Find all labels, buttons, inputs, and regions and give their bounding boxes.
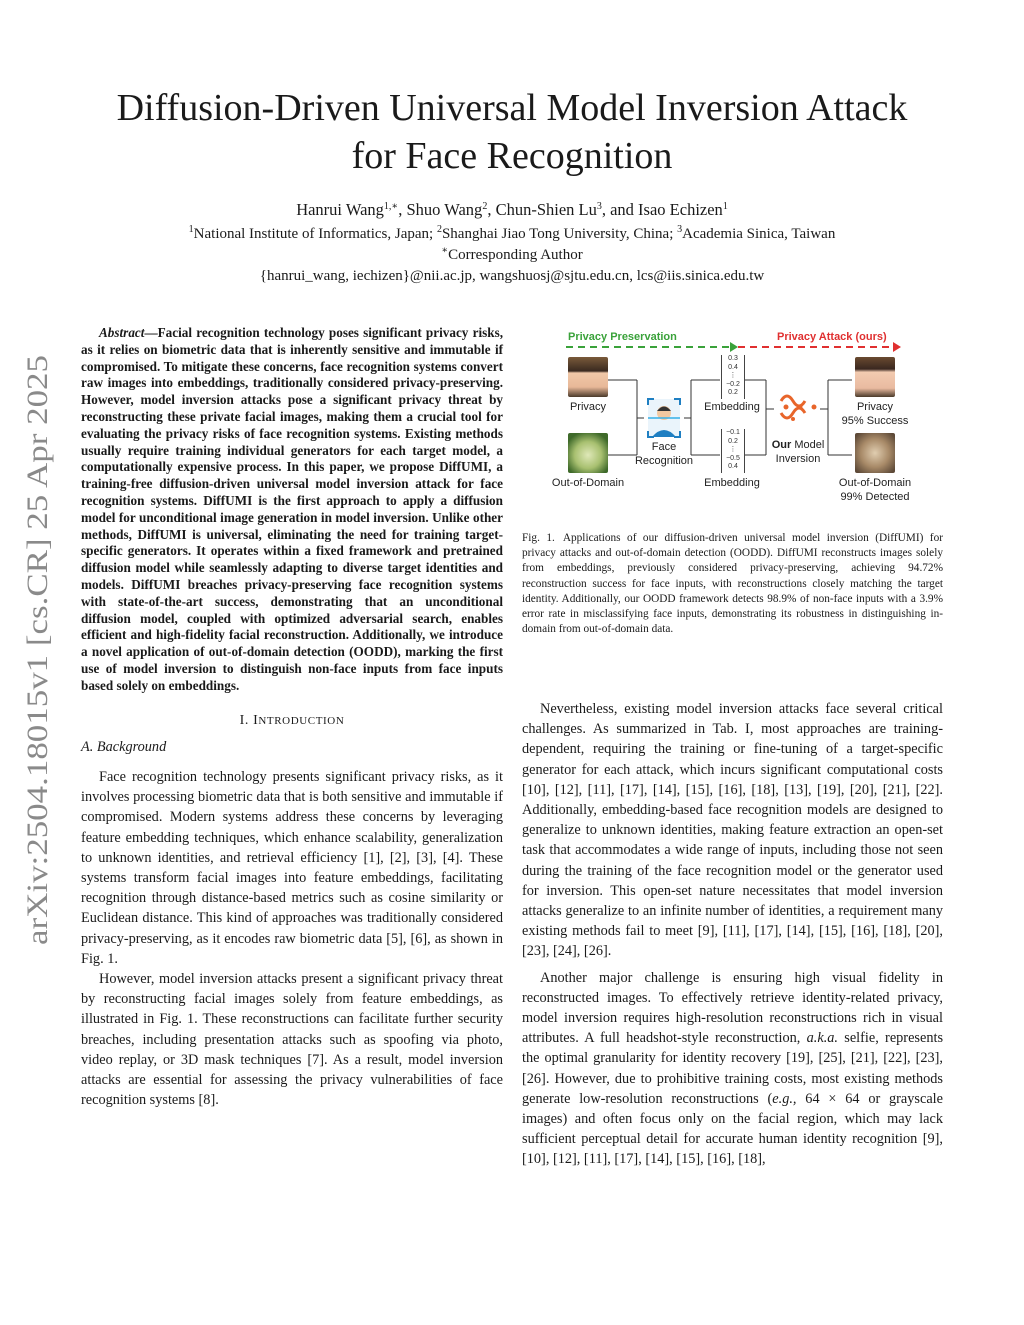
- vector-value: ⋮: [729, 446, 737, 454]
- embedding-top-label: Embedding: [704, 401, 760, 413]
- corresponding-author: [60, 245, 964, 265]
- output-ood-label: [830, 476, 920, 504]
- section-heading-introduction: [81, 711, 503, 731]
- reconstructed-face-photo: [855, 357, 895, 397]
- embedding-vector-top: [721, 355, 745, 399]
- preservation-arrowhead: [730, 342, 738, 352]
- vector-value: 0.4: [728, 363, 738, 371]
- face-recognition-label: [634, 440, 694, 468]
- author-sup: 2: [482, 201, 488, 212]
- author-list: [60, 200, 964, 220]
- title-line-2: for Face Recognition: [351, 135, 673, 177]
- right-column: [522, 699, 943, 1170]
- ood-input-label: Out-of-Domain: [551, 477, 625, 489]
- paragraph-text: 64 × 64 or grayscale images) and often focus only on the facial region, which may lack sufficient perceptual detail for accurate human identity recognition [9], [10], [12], [11], [17], [14], [15], [16], [18],: [522, 1090, 943, 1168]
- vector-value: 0.4: [728, 463, 738, 471]
- author-sup: 1: [722, 201, 728, 212]
- diffusion-inversion-icon: [781, 396, 817, 421]
- author-name: , and Isao Echizen: [601, 200, 723, 219]
- left-column: [81, 325, 503, 1110]
- abstract: [81, 325, 503, 695]
- paragraph: [522, 968, 943, 1170]
- privacy-input-label: Privacy: [569, 401, 607, 413]
- output-privacy-rate: 95% Success: [841, 415, 909, 427]
- author-name: , Shuo Wang: [398, 200, 483, 219]
- arxiv-stamp-text: arXiv:2504.18015v1 [cs.CR] 25 Apr 2025: [21, 438, 54, 945]
- our-bold: Our: [771, 439, 792, 451]
- vector-value: −0.2: [726, 380, 740, 388]
- privacy-attack-label: Privacy Attack (ours): [777, 331, 887, 343]
- paragraph-italic: e.g.,: [772, 1090, 797, 1107]
- face-recognition-label-line1: Face: [651, 441, 677, 453]
- author-sup: 1,∗: [383, 201, 399, 212]
- author-emails: {hanrui_wang, iechizen}@nii.ac.jp, wangshuosj@sjtu.edu.cn, lcs@iis.sinica.edu.tw: [259, 268, 765, 284]
- paragraph-text: Another major challenge is ensuring high visual fidelity in reconstructed images. To effectively retrieve identity-related privacy, model inversion requires high-resolution reconstructions rich in visual attributes. A full headshot-style reconstruction,: [522, 969, 943, 1047]
- output-privacy-label: [835, 400, 915, 428]
- paper-title: [60, 84, 964, 180]
- inversion-word: Inversion: [775, 453, 821, 465]
- author-name: Hanrui Wang: [296, 200, 384, 219]
- privacy-face-photo: [568, 357, 608, 397]
- model-inversion-label: [766, 438, 830, 466]
- section-rest: NTRODUCTION: [258, 714, 345, 727]
- affil-inst: Academia Sinica, Taiwan: [682, 226, 836, 242]
- paragraph-italic: a.k.a.: [806, 1030, 838, 1047]
- section-first-letter: I: [253, 712, 259, 728]
- affil-inst: National Institute of Informatics, Japan;: [193, 226, 437, 242]
- paragraph: However, model inversion attacks present a significant privacy threat by reconstructing facial images solely from feature embeddings, as illustrated in Fig. 1. These reconstructions can facilitate further security breaches, including presentation attacks such as spoofing via photo, video replay, or 3D mask techniques [7]. As a result, model inversion attacks are essential for assessing the privacy vulnerabilities of face recognition systems [8].: [81, 970, 503, 1109]
- figure-1: [530, 325, 930, 525]
- output-ood-title: Out-of-Domain: [838, 477, 912, 489]
- vector-value: −0.1: [726, 429, 740, 436]
- output-ood-rate: 99% Detected: [840, 491, 910, 503]
- affil-sup: 1: [188, 224, 194, 235]
- affil-sup: ∗: [441, 245, 449, 256]
- paragraph: Nevertheless, existing model inversion attacks face several critical challenges. As summarized in Tab. I, most approaches are training-dependent, requiring the training or fine-tuning of a target-specific generator for each attack, which incurs significant computational costs [10], [12], [11], [17], [14], [15], [16], [18], [13], [19], [20], [21], [22]. Additionally, embedding-based face recognition models are designed to generalize to unknown identities, making feature extraction an open-set task that accommodates a wide range of inputs, including those not seen during the training of the face recognition model or the generator used for inversion. This open-set nature necessitates that model inversion attacks generalize to an infinite number of identities, a requirement many existing methods fail to meet [9], [11], [17], [14], [15], [16], [18], [20], [23], [24], [26].: [522, 701, 943, 960]
- paragraph: Face recognition technology presents significant privacy risks, as it involves processing biometric data that is both sensitive and immutable if compromised. Modern systems address these concerns by leveraging feature embedding techniques, which enhance scalability, generalization to unknown identities, and retrieval efficiency [1], [2], [3], [4]. These systems transform facial images into feature embeddings, facilitating recognition through distance-based metrics such as cosine similarity or Euclidean distance. This kind of approaches was traditionally considered privacy-preserving, as it encodes raw biometric data [5], [6], as shown in Fig. 1.: [81, 768, 503, 967]
- affiliations: [60, 224, 964, 244]
- affil-sup: 3: [677, 224, 683, 235]
- section-number: I.: [239, 712, 254, 728]
- attack-arrowhead: [893, 342, 901, 352]
- figure-caption-text: Applications of our diffusion-driven universal model inversion (DiffUMI) for privacy attacks and out-of-domain detection (OODD). DiffUMI reconstructs images solely from embeddings, previously considered privacy-preserving, achieving 94.72% reconstruction success for face inputs, with reconstructions closely matching the target identity. Additionally, our OODD framework detects 98.9% of non-face inputs with a 3.9% error rate in misclassifying face inputs, demonstrating its robustness in distinguishing in-domain from out-of-domain data.: [522, 532, 943, 636]
- figure-caption-label: Fig. 1.: [522, 532, 555, 544]
- ood-input-photo: [568, 433, 608, 473]
- abstract-text: —Facial recognition technology poses significant privacy risks, as it relies on biometric data that is inherently sensitive and immutable if compromised. To mitigate these concerns, face recognition systems convert raw images into embeddings, traditionally considered privacy-preserving. However, model inversion attacks pose a significant privacy threat by reconstructing these private facial images, making them a crucial tool for evaluating the privacy risks of face recognition systems. Existing methods usually require training individual generators for each target model, a computationally expensive process. In this paper, we propose DiffUMI, a training-free diffusion-driven universal model inversion attack for face recognition systems. DiffUMI is the first approach to apply a diffusion model for unconditional image generation in model inversion. Unlike other methods, DiffUMI is universal, eliminating the need for training target-specific generators. It operates within a fixed framework and pretrained diffusion model while seamlessly adapting to diverse target identities and models. DiffUMI breaches privacy-preserving face recognition systems with state-of-the-art success, demonstrating that an unconditional diffusion model, coupled with optimized adversarial search, enables efficient and high-fidelity facial reconstruction. Additionally, we introduce a novel application of out-of-domain detection (OODD), marking the first use of model inversion to distinguish non-face inputs from face inputs based solely on embeddings.: [81, 325, 503, 693]
- paragraph-text: selfie, represents the optimal granularity for identity recovery [19], [25], [21], [22], [23], [26]. However, due to prohibitive training costs, most existing methods generate low-resolution reconstructions (: [522, 1030, 944, 1107]
- privacy-preservation-label: Privacy Preservation: [568, 331, 677, 343]
- subsection-background: A. Background: [81, 738, 167, 755]
- face-recognition-label-line2: Recognition: [634, 455, 694, 467]
- our-rest: Model: [791, 439, 825, 451]
- output-privacy-title: Privacy: [856, 401, 894, 413]
- title-line-1: Diffusion-Driven Universal Model Inversion Attack: [116, 87, 908, 129]
- abstract-label: Abstract: [99, 325, 145, 340]
- reconstructed-ood-photo: [855, 433, 895, 473]
- vector-value: −0.5: [726, 454, 740, 462]
- affil-inst: Shanghai Jiao Tong University, China;: [441, 226, 678, 242]
- corresponding-label: Corresponding Author: [448, 247, 583, 263]
- author-sup: 3: [596, 201, 602, 212]
- arxiv-stamp: [18, 353, 58, 945]
- affil-sup: 2: [436, 224, 442, 235]
- embedding-bottom-label: Embedding: [704, 477, 760, 489]
- author-name: , Chun-Shien Lu: [487, 200, 597, 219]
- vector-value: ⋮: [729, 372, 737, 380]
- vector-value: 0.2: [728, 389, 738, 397]
- embedding-vector-bottom: [721, 429, 745, 473]
- figure-caption: [522, 531, 943, 637]
- face-recognition-icon: [648, 399, 680, 437]
- vector-value: 0.3: [728, 355, 738, 362]
- vector-value: 0.2: [728, 437, 738, 445]
